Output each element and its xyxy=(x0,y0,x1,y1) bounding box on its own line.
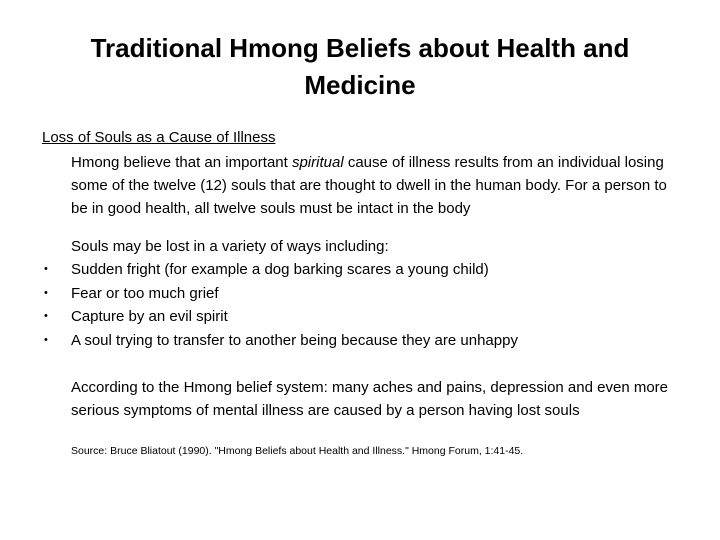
list-item xyxy=(0,305,720,329)
bullet-text: A soul trying to transfer to another being because they are unhappy xyxy=(71,331,518,349)
ways-intro-paragraph: Souls may be lost in a variety of ways including: xyxy=(71,238,389,255)
bullet-text: Sudden fright (for example a dog barking scares a young child) xyxy=(71,261,489,278)
bullet-icon: • xyxy=(44,286,48,299)
bullet-list xyxy=(0,258,720,352)
intro-emphasis: spiritual xyxy=(291,154,344,171)
list-item xyxy=(0,282,720,306)
section-heading: Loss of Souls as a Cause of Illness xyxy=(42,129,276,146)
bullet-icon: • xyxy=(44,263,48,275)
bullet-icon: • xyxy=(44,333,48,346)
intro-text-end: cause of illness results from an individual losing some of the twelve (12) souls that are thought to dwell in the human body. For a person to be in good health, all twelve souls must be intact in the body xyxy=(71,154,667,217)
bullet-text: Fear or too much grief xyxy=(71,284,219,302)
bullet-text: Capture by an evil spirit xyxy=(71,308,228,325)
bullet-icon: • xyxy=(44,310,48,322)
intro-text-start: Hmong believe that an important xyxy=(71,154,292,171)
intro-paragraph xyxy=(71,151,681,220)
list-item xyxy=(0,258,720,282)
slide-title: Traditional Hmong Beliefs about Health and Medicine xyxy=(90,33,630,100)
list-item xyxy=(0,329,720,353)
belief-system-paragraph: According to the Hmong belief system: many aches and pains, depression and even more serious symptoms of mental illness are caused by a person having lost souls xyxy=(71,379,668,419)
source-citation: Source: Bruce Bliatout (1990). "Hmong Beliefs about Health and Illness." Hmong Forum, 1:41-45. xyxy=(71,445,524,457)
